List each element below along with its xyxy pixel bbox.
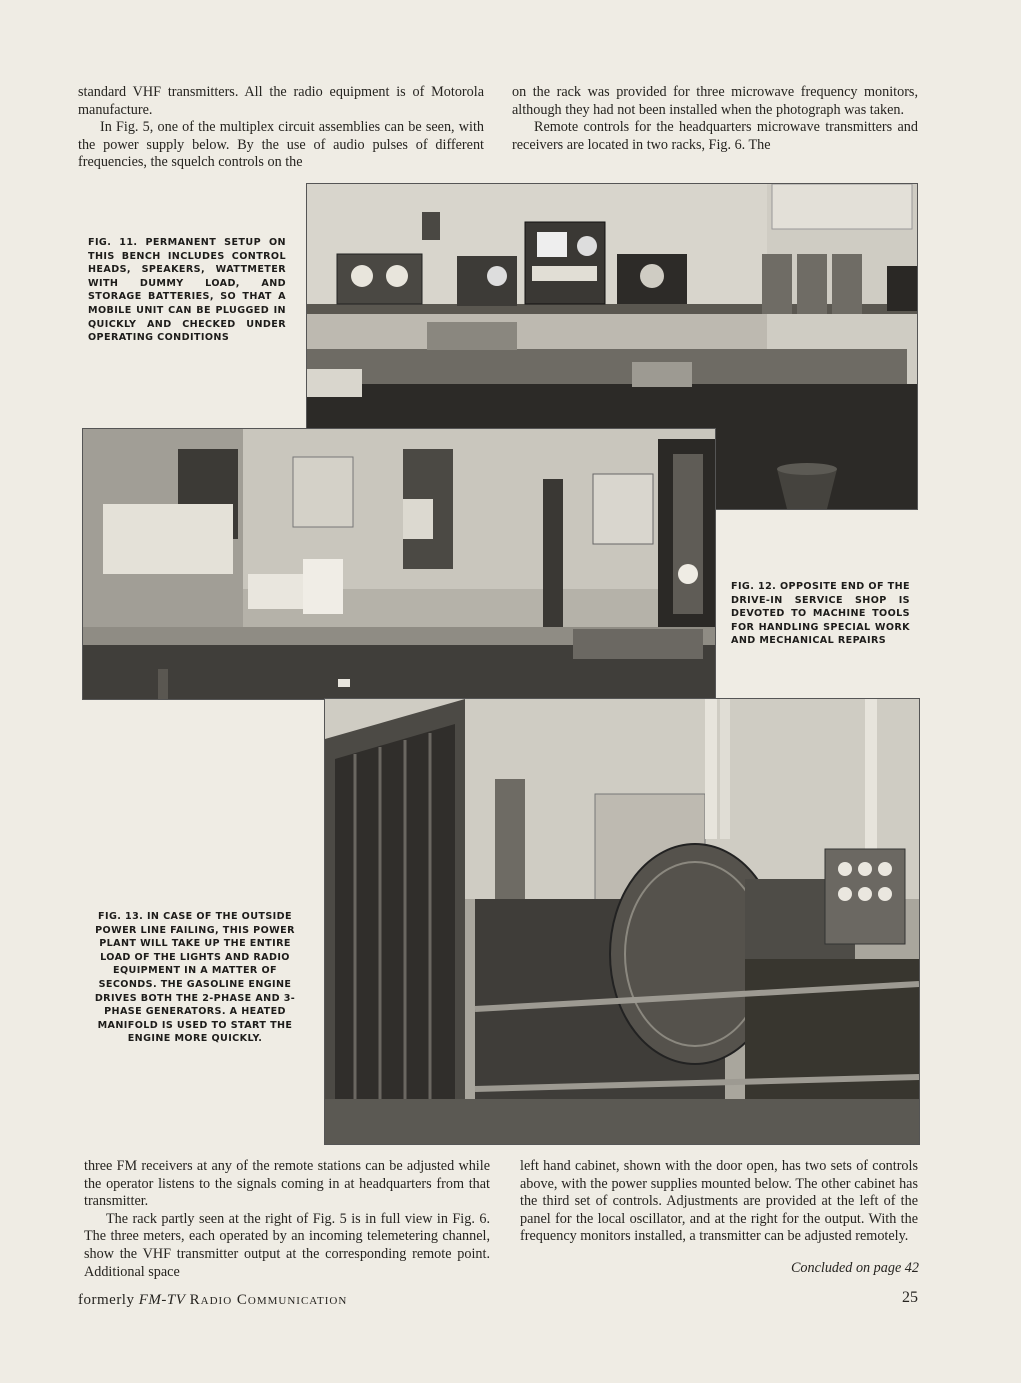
running-footer	[78, 1292, 347, 1309]
fig13-photo	[324, 698, 920, 1145]
bottom-right-column	[520, 1158, 918, 1246]
paragraph: on the rack was provided for three microwave frequency monitors, although they had not been installed when the photograph was taken.	[512, 84, 918, 118]
paragraph: standard VHF transmitters. All the radio equipment is of Motorola manufacture.	[78, 84, 484, 118]
footer-publication: FM-TV	[138, 1292, 186, 1308]
fig13-caption: FIG. 13. IN CASE OF THE OUTSIDE POWER LINE FAILING, THIS POWER PLANT WILL TAKE UP THE ENTIRE LOAD OF THE LIGHTS AND RADIO EQUIPMENT IN A MATTER OF SECONDS. THE GASOLINE ENGINE DRIVES BOTH THE 2-PHASE AND 3-PHASE GENERATORS. A HEATED MANIFOLD IS USED TO START THE ENGINE MORE QUICKLY.	[94, 911, 296, 1045]
continuation-note: Concluded on page 42	[790, 1260, 919, 1276]
fig11-caption: FIG. 11. PERMANENT SETUP ON THIS BENCH INCLUDES CONTROL HEADS, SPEAKERS, WATTMETER WITH DUMMY LOAD, AND STORAGE BATTERIES, SO THAT A MOBILE UNIT CAN BE PLUGGED IN QUICKLY AND CHECKED UNDER OPERATING CONDITIONS	[88, 237, 286, 344]
fig12-caption: FIG. 12. OPPOSITE END OF THE DRIVE-IN SERVICE SHOP IS DEVOTED TO MACHINE TOOLS FOR HANDLING SPECIAL WORK AND MECHANICAL REPAIRS	[731, 581, 910, 647]
footer-formerly: formerly	[78, 1292, 135, 1308]
footer-section: Radio Communication	[189, 1292, 348, 1308]
paragraph: In Fig. 5, one of the multiplex circuit assemblies can be seen, with the power supply below. By the use of audio pulses of different frequencies, the squelch controls on the	[78, 119, 484, 171]
paragraph: The rack partly seen at the right of Fig. 5 is in full view in Fig. 6. The three meters, each operated by an incoming telemetering channel, show the VHF transmitter output at the corresponding remote point. Additional space	[84, 1210, 490, 1280]
bottom-left-column	[84, 1158, 490, 1281]
paragraph: left hand cabinet, shown with the door open, has two sets of controls above, with the power supplies mounted below. The other cabinet has the third set of controls. Adjustments are provided at the left of the panel for the local oscillator, and at the right for the output. With the frequency monitors installed, a transmitter can be adjusted remotely.	[520, 1158, 918, 1245]
fig12-photo	[82, 428, 716, 700]
paragraph: three FM receivers at any of the remote stations can be adjusted while the operator listens to the signals coming in at headquarters from that transmitter.	[84, 1158, 490, 1210]
paragraph: Remote controls for the headquarters microwave transmitters and receivers are located in two racks, Fig. 6. The	[512, 119, 918, 153]
top-left-column	[78, 84, 484, 172]
page-number: 25	[902, 1289, 918, 1306]
top-right-column	[512, 84, 918, 154]
